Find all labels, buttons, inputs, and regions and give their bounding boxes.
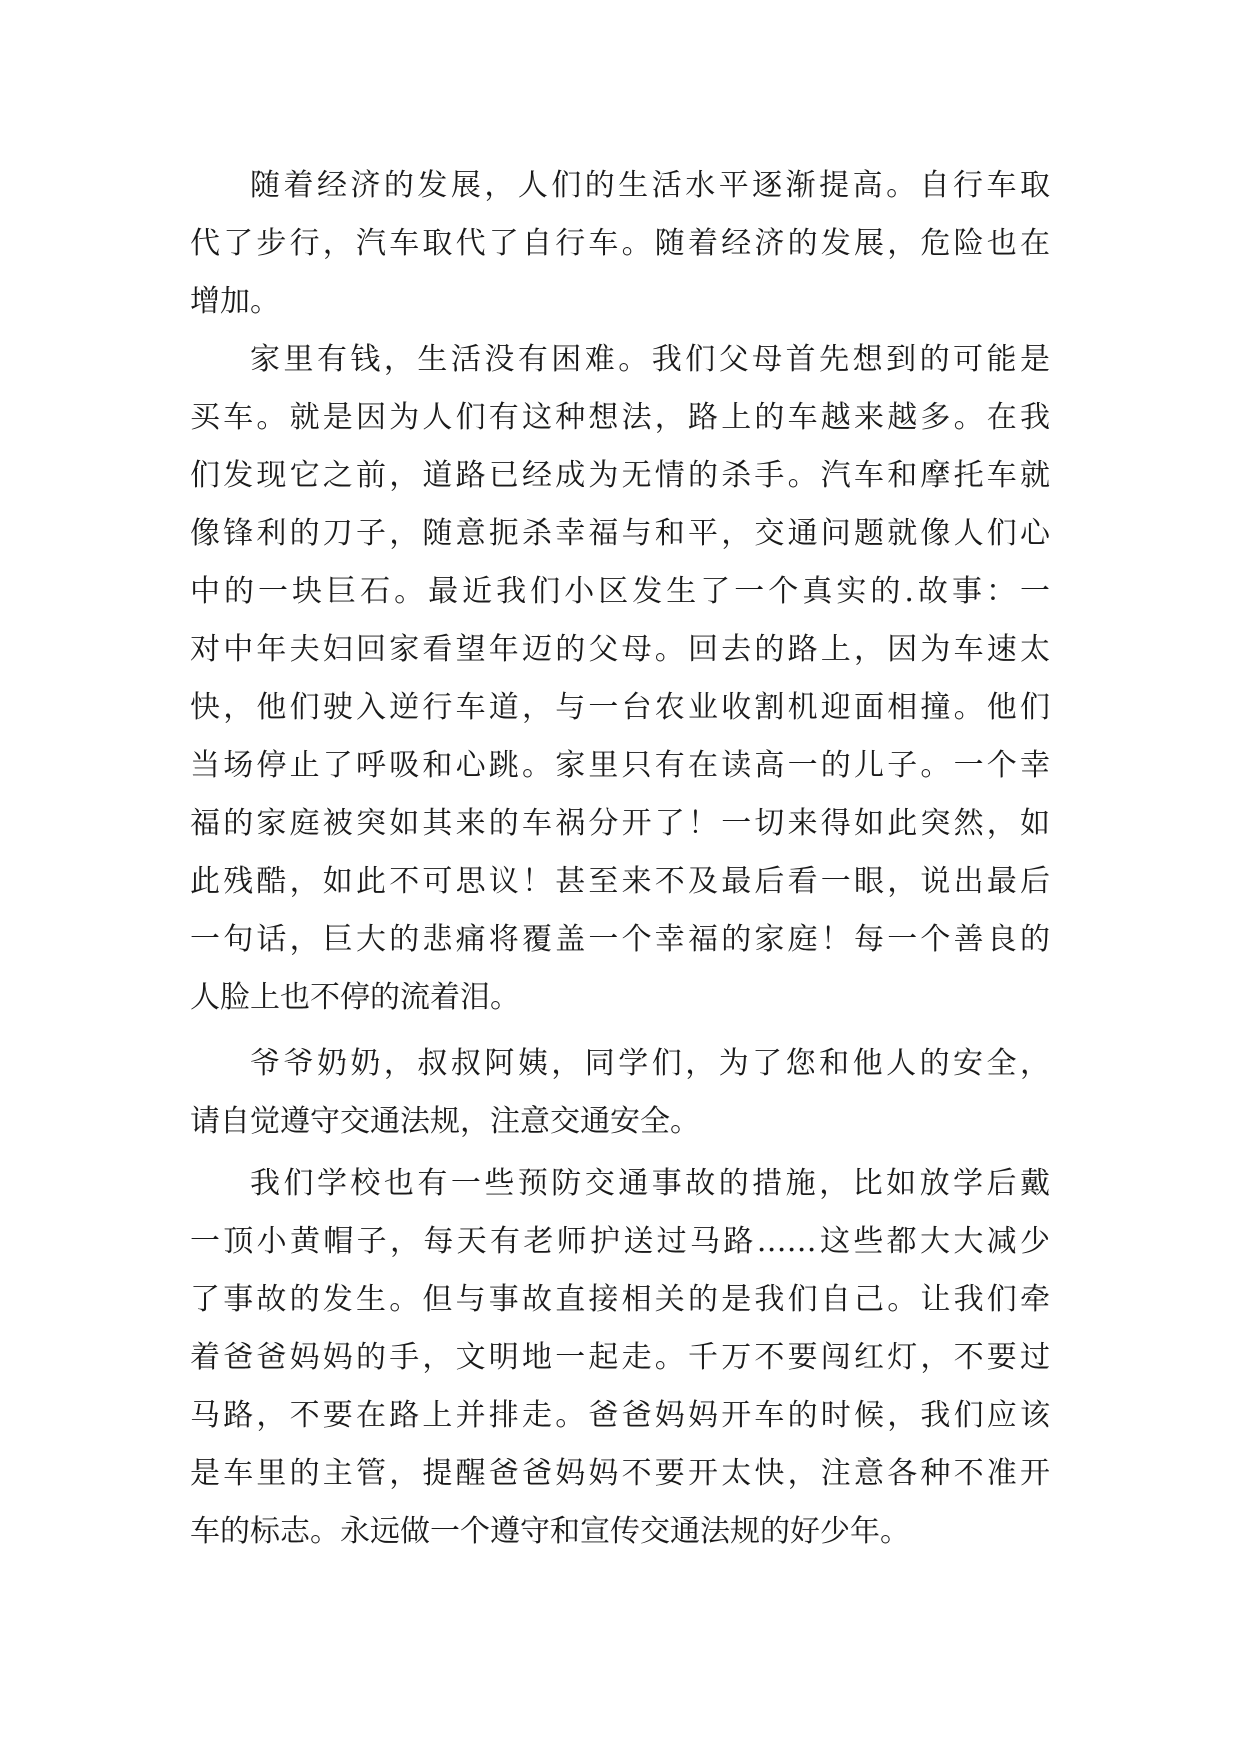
text-line: 福的家庭被突如其来的车祸分开了！一切来得如此突然，如 bbox=[190, 806, 1050, 841]
text-line: 买车。就是因为人们有这种想法，路上的车越来越多。在我 bbox=[190, 400, 1050, 435]
text-line: 我们学校也有一些预防交通事故的措施，比如放学后戴 bbox=[250, 1166, 1050, 1201]
text-line: 请自觉遵守交通法规，注意交通安全。 bbox=[190, 1104, 700, 1139]
text-line: 快，他们驶入逆行车道，与一台农业收割机迎面相撞。他们 bbox=[190, 690, 1050, 725]
text-line: 家里有钱，生活没有困难。我们父母首先想到的可能是 bbox=[250, 342, 1050, 377]
text-line: 了事故的发生。但与事故直接相关的是我们自己。让我们牵 bbox=[190, 1282, 1050, 1317]
text-line: 着爸爸妈妈的手，文明地一起走。千万不要闯红灯，不要过 bbox=[190, 1340, 1050, 1375]
text-line: 中的一块巨石。最近我们小区发生了一个真实的.故事：一 bbox=[190, 574, 1050, 609]
text-line: 代了步行，汽车取代了自行车。随着经济的发展，危险也在 bbox=[190, 226, 1050, 261]
text-line: 车的标志。永远做一个遵守和宣传交通法规的好少年。 bbox=[190, 1514, 910, 1549]
paragraph-2 bbox=[190, 331, 1050, 1027]
text-line: 人脸上也不停的流着泪。 bbox=[190, 980, 520, 1015]
text-line: 一顶小黄帽子，每天有老师护送过马路……这些都大大减少 bbox=[190, 1224, 1050, 1259]
text-line: 当场停止了呼吸和心跳。家里只有在读高一的儿子。一个幸 bbox=[190, 748, 1050, 783]
text-line: 此残酷，如此不可思议！甚至来不及最后看一眼，说出最后 bbox=[190, 864, 1050, 899]
paragraph-1 bbox=[190, 157, 1050, 331]
text-line: 马路，不要在路上并排走。爸爸妈妈开车的时候，我们应该 bbox=[190, 1398, 1050, 1433]
text-line: 爷爷奶奶，叔叔阿姨，同学们，为了您和他人的安全， bbox=[250, 1046, 1050, 1081]
paragraph-3 bbox=[190, 1035, 1050, 1151]
paragraph-4 bbox=[190, 1155, 1050, 1561]
text-line: 增加。 bbox=[190, 284, 280, 319]
text-line: 随着经济的发展，人们的生活水平逐渐提高。自行车取 bbox=[250, 168, 1050, 203]
text-line: 们发现它之前，道路已经成为无情的杀手。汽车和摩托车就 bbox=[190, 458, 1050, 493]
text-line: 对中年夫妇回家看望年迈的父母。回去的路上，因为车速太 bbox=[190, 632, 1050, 667]
text-line: 一句话，巨大的悲痛将覆盖一个幸福的家庭！每一个善良的 bbox=[190, 922, 1050, 957]
document-body bbox=[190, 157, 1050, 1561]
text-line: 像锋利的刀子，随意扼杀幸福与和平，交通问题就像人们心 bbox=[190, 516, 1050, 551]
text-line: 是车里的主管，提醒爸爸妈妈不要开太快，注意各种不准开 bbox=[190, 1456, 1050, 1491]
